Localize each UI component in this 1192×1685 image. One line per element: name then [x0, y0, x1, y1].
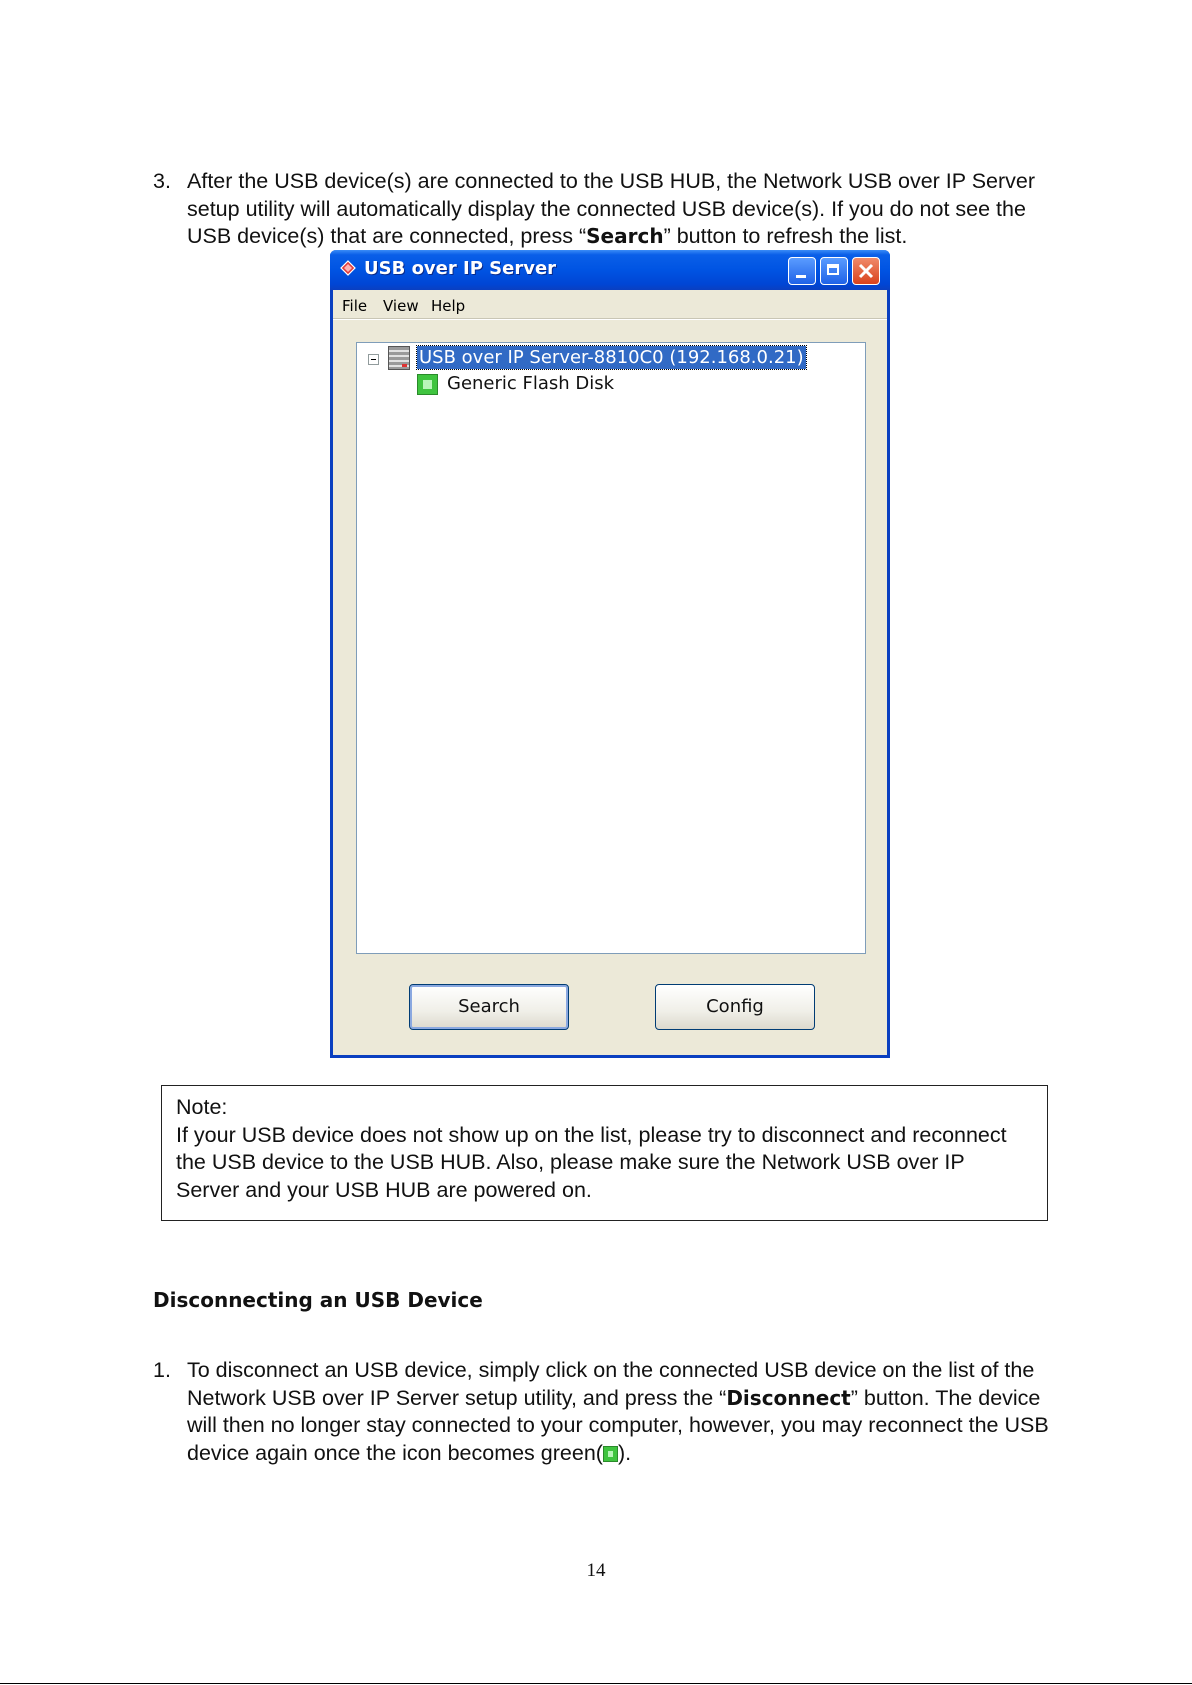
step-1-text-middle: ” button. The device will then no longer stay connected to your computer, however, you may reconnect the USB device again once the icon becomes green(	[187, 1385, 1049, 1465]
step-number: 3.	[153, 169, 171, 193]
minimize-button[interactable]	[788, 257, 816, 285]
menu-file[interactable]: File	[342, 297, 368, 315]
close-button[interactable]	[852, 257, 880, 285]
step-3-paragraph	[153, 168, 1073, 251]
server-icon	[388, 346, 410, 370]
menu-divider	[333, 318, 887, 320]
disconnect-keyword: Disconnect	[726, 1385, 851, 1410]
menu-help[interactable]: Help	[431, 297, 466, 315]
step-number: 1.	[153, 1358, 171, 1382]
window-titlebar[interactable]	[330, 250, 890, 290]
search-button[interactable]: Search	[409, 984, 569, 1030]
green-device-icon	[603, 1446, 618, 1462]
app-diamond-icon	[340, 260, 356, 276]
close-icon	[853, 258, 879, 284]
search-keyword: Search	[586, 224, 664, 248]
tree-item-device[interactable]: Generic Flash Disk	[447, 373, 615, 394]
note-label: Note:	[176, 1095, 228, 1119]
note-text: If your USB device does not show up on the list, please try to disconnect and reconnect the USB device to the USB HUB. Also, please make sure the Network USB over IP Server and your USB HUB are powered on.	[176, 1122, 1007, 1202]
section-heading: Disconnecting an USB Device	[153, 1288, 483, 1312]
tree-item-server[interactable]: USB over IP Server-8810C0 (192.168.0.21)	[419, 347, 804, 368]
step-3-text-end: ” button to refresh the list.	[663, 224, 908, 248]
device-tree[interactable]	[356, 342, 866, 954]
step-3-text-start: After the USB device(s) are connected to the USB HUB, the Network USB over IP Server setup utility will automatically display the connected USB device(s). If you do not see the USB device(s) that are connected, press “	[187, 169, 1036, 248]
page-bottom-rule	[0, 1683, 1192, 1684]
step-1-text-end: ).	[617, 1440, 632, 1465]
usb-over-ip-server-window	[330, 250, 890, 1058]
menu-bar	[333, 290, 887, 318]
page-number: 14	[586, 1560, 606, 1581]
menu-view[interactable]: View	[383, 297, 419, 315]
config-button[interactable]: Config	[655, 984, 815, 1030]
window-title: USB over IP Server	[364, 258, 557, 279]
maximize-button[interactable]	[820, 257, 848, 285]
step-1-paragraph	[153, 1357, 1073, 1467]
usb-device-green-icon	[417, 374, 438, 395]
note-box	[161, 1085, 1048, 1221]
tree-collapse-icon[interactable]	[368, 354, 379, 365]
step-1-text-start: To disconnect an USB device, simply click on the connected USB device on the list of the Network USB over IP Server setup utility, and press the “	[187, 1358, 1035, 1410]
